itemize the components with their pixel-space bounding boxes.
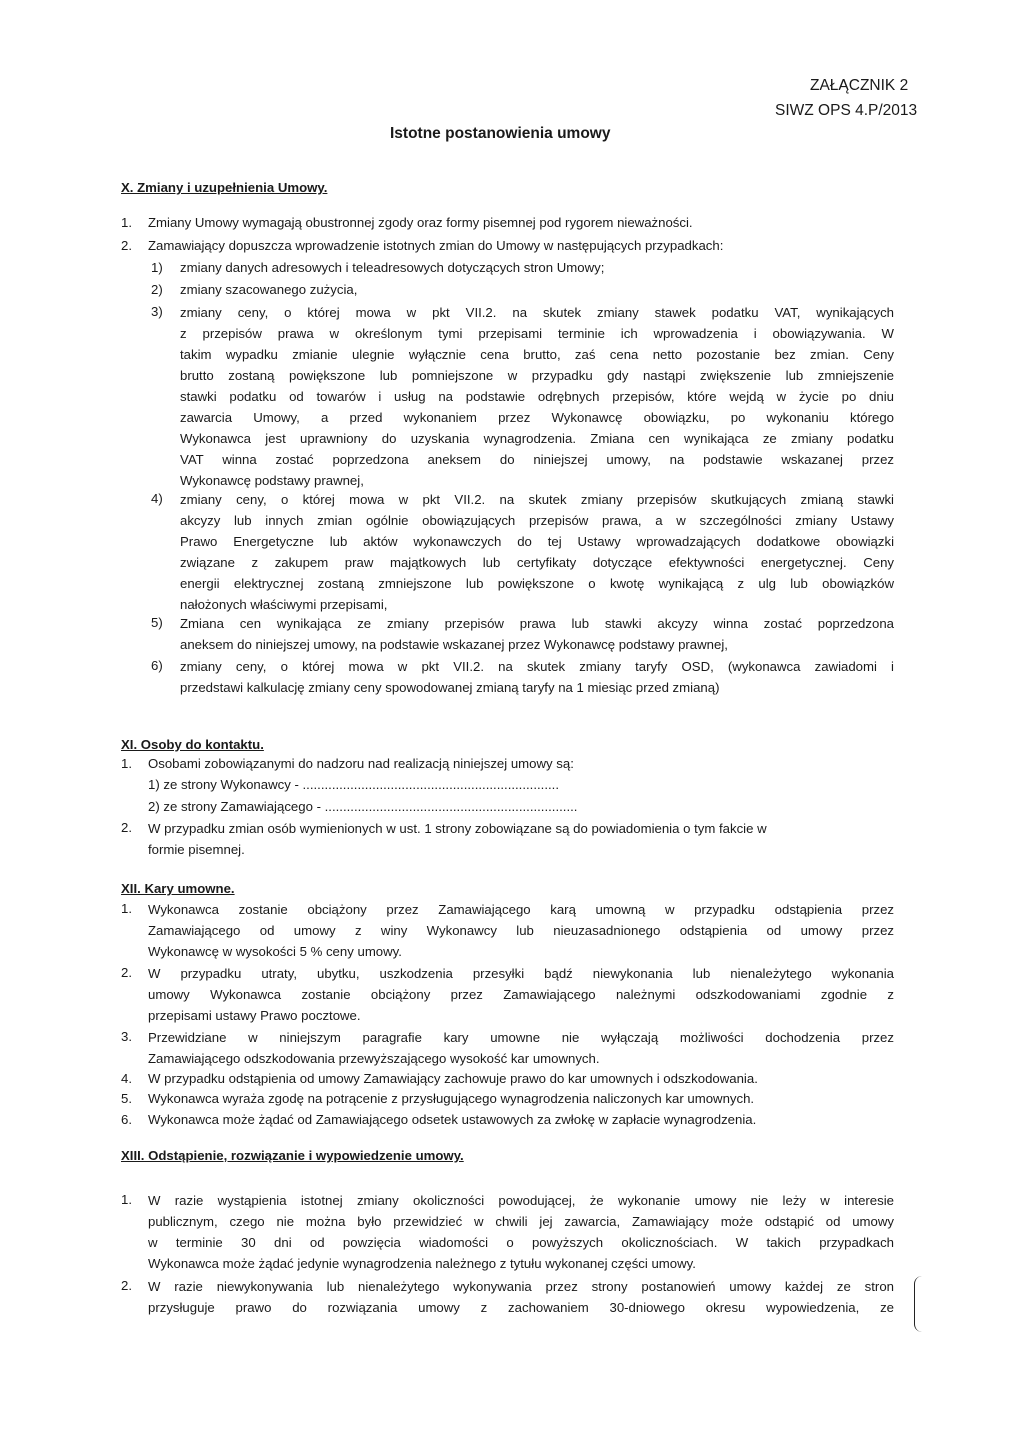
attachment-label: ZAŁĄCZNIK 2 — [810, 77, 909, 94]
reference-number: SIWZ OPS 4.P/2013 — [775, 102, 918, 119]
item-text: W razie niewykonywania lub nienależytego wykonywania przez strony postanowień umowy każdej ze stron przysługuje prawo do rozwiązania umowy z zachowaniem 30-dniowego okresu wypowiedzenia, ze — [148, 1279, 894, 1315]
item-number: 1. — [121, 215, 132, 230]
item-text: Zmiany Umowy wymagają obustronnej zgody oraz formy pisemnej pod rygorem nieważności. — [148, 215, 693, 230]
item-text: Przewidziane w niniejszym paragrafie kary umowne nie wyłączają możliwości dochodzenia przez Zamawiającego odszkodowania przewyższającego wysokość kar umownych. — [148, 1030, 894, 1066]
item-number: 2. — [121, 238, 132, 253]
margin-bracket-mark — [914, 1276, 925, 1332]
subitem-number: 4) — [151, 491, 163, 506]
item-text: Wykonawca może żądać od Zamawiającego odsetek ustawowych za zwłokę w zapłacie wynagrodzenia. — [148, 1112, 757, 1127]
item-number: 6. — [121, 1112, 132, 1127]
item-number: 5. — [121, 1091, 132, 1106]
item-text: W razie wystąpienia istotnej zmiany okoliczności powodującej, że wykonanie umowy nie leży w interesie publicznym, czego nie można było przewidzieć w chwili jej zawarcia, Zamawiający może odstąpić od umowy w terminie 30 dni od powzięcia wiadomości o powyższych okolicznościach. W takich przypadkach Wykonawca może żądać jedynie wynagrodzenia należnego z tytułu wykonanej części umowy. — [148, 1193, 894, 1271]
subitem-text: zmiany danych adresowych i teleadresowych dotyczących stron Umowy; — [180, 260, 605, 275]
subitem-text: Zmiana cen wynikająca ze zmiany przepisów prawa lub stawki akcyzy winna zostać poprzedzona aneksem do niniejszej umowy, na podstawie wskazanej przez Wykonawcę podstawy prawnej, — [180, 616, 894, 652]
subitem-number: 1) — [151, 260, 163, 275]
item-text: Wykonawca zostanie obciążony przez Zamawiającego karą umowną w przypadku odstąpienia przez Zamawiającego od umowy z winy Wykonawcy lub nieuzasadnionego odstąpienia od umowy przez Wykonawcę w wysokości 5 % ceny umowy. — [148, 902, 894, 959]
subitem-text: zmiany ceny, o której mowa w pkt VII.2. na skutek zmiany stawek podatku VAT, wynikających z przepisów prawa w określonym tymi przepisami terminie ich wprowadzenia i obowiązywania. W takim wypadku zmianie ulegnie wyłącznie cena brutto, zaś cena netto pozostanie bez zmian. Ceny brutto zostaną powiększone lub pomniejszone w przypadku gdy nastąpi zwiększenie lub zmniejszenie stawki podatku od towarów i usług na podstawie odrębnych przepisów, które wejdą w życie po dniu zawarcia Umowy, a przed wykonaniem przez Wykonawcę obowiązku, po wykonaniu którego Wykonawca jest uprawniony do uzyskania wynagrodzenia. Zmiana cen wynikająca ze zmiany podatku VAT winna zostać poprzedzona aneksem do niniejszej umowy, na podstawie wskazanej przez Wykonawcę podstawy prawnej, — [180, 305, 894, 488]
document-title: Istotne postanowienia umowy — [390, 125, 611, 142]
item-number: 2. — [121, 820, 132, 835]
item-text: W przypadku zmian osób wymienionych w ust. 1 strony zobowiązane są do powiadomienia o tym fakcie w formie pisemnej. — [148, 821, 767, 857]
section-x-heading: X. Zmiany i uzupełnienia Umowy. — [121, 180, 328, 195]
item-number: 1. — [121, 1192, 132, 1207]
section-xi-heading: XI. Osoby do kontaktu. — [121, 737, 264, 752]
item-text: Osobami zobowiązanymi do nadzoru nad realizacją niniejszej umowy są: — [148, 756, 574, 771]
section-xiii-heading: XIII. Odstąpienie, rozwiązanie i wypowiedzenie umowy. — [121, 1148, 464, 1163]
item-text: Wykonawca wyraża zgodę na potrącenie z przysługującego wynagrodzenia naliczonych kar umownych. — [148, 1091, 755, 1106]
subitem-text: zmiany szacowanego zużycia, — [180, 282, 358, 297]
subitem-number: 6) — [151, 658, 163, 673]
item-number: 2. — [121, 965, 132, 980]
item-text: W przypadku odstąpienia od umowy Zamawiający zachowuje prawo do kar umownych i odszkodowania. — [148, 1071, 758, 1086]
contact-client: 2) ze strony Zamawiającego - ..................................................................... — [148, 799, 578, 814]
subitem-number: 5) — [151, 615, 163, 630]
subitem-text: zmiany ceny, o której mowa w pkt VII.2. na skutek zmiany taryfy OSD, (wykonawca zawiadomi i przedstawi kalkulację zmiany ceny spowodowanej zmianą taryfy na 1 miesiąc przed zmianą) — [180, 659, 894, 695]
item-number: 4. — [121, 1071, 132, 1086]
item-text: W przypadku utraty, ubytku, uszkodzenia przesyłki bądź niewykonania lub nienależytego wykonania umowy Wykonawca zostanie obciążony przez Zamawiającego należnymi odszkodowaniami zgodnie z przepisami ustawy Prawo pocztowe. — [148, 966, 894, 1023]
subitem-number: 3) — [151, 304, 163, 319]
section-xii-heading: XII. Kary umowne. — [121, 881, 235, 896]
item-number: 1. — [121, 756, 132, 771]
item-number: 2. — [121, 1278, 132, 1293]
subitem-text: zmiany ceny, o której mowa w pkt VII.2. na skutek zmiany przepisów skutkujących zmianą stawki akcyzy lub innych zmian ogólnie obowiązujących przepisów prawa, a w szczególności zmiany Ustawy Prawo Energetyczne lub aktów wykonawczych do tej Ustawy wprowadzających dodatkowe obowiązki związane z zakupem praw majątkowych lub certyfikaty dotyczące efektywności energetycznej. Ceny energii elektrycznej zostaną zmniejszone lub powiększone o kwotę wynikającą z ulg lub obowiązków nałożonych właściwymi przepisami, — [180, 492, 894, 612]
item-number: 3. — [121, 1029, 132, 1044]
subitem-number: 2) — [151, 282, 163, 297]
item-number: 1. — [121, 901, 132, 916]
contact-contractor: 1) ze strony Wykonawcy - ...................................................................... — [148, 777, 559, 792]
item-text: Zamawiający dopuszcza wprowadzenie istotnych zmian do Umowy w następujących przypadkach: — [148, 238, 724, 253]
